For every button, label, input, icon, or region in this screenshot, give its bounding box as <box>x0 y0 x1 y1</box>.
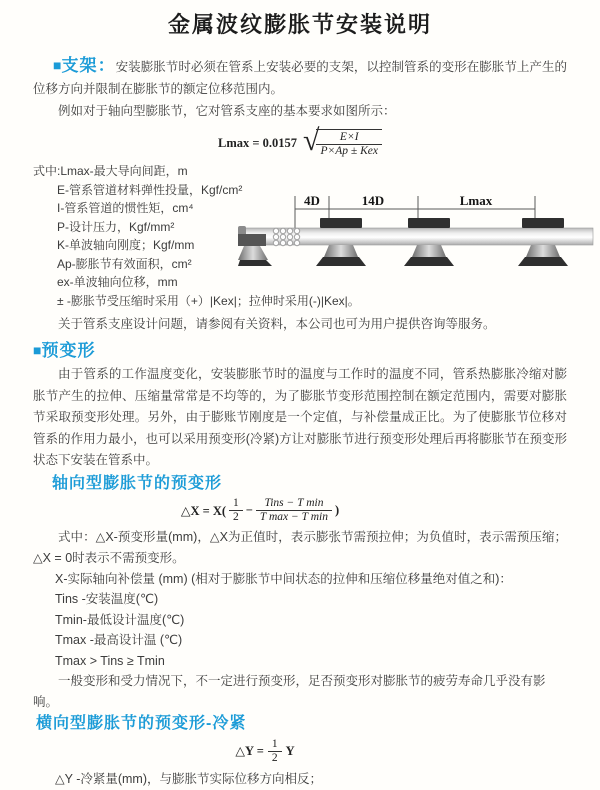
symbol-definitions-block <box>33 162 567 310</box>
definition-line: ex-单波轴向位移，mm <box>57 275 178 289</box>
formula-rhs: ) <box>334 503 340 517</box>
sqrt-radical-icon: √ <box>303 124 320 157</box>
diagram-dimension-label: 4D <box>304 193 320 208</box>
page-content <box>0 54 600 790</box>
axial-preform-formula <box>33 495 487 527</box>
section-bullet-icon: ■ <box>33 342 42 358</box>
axial-preform-heading: 轴向型膨胀节的预变形 <box>52 474 223 492</box>
definition-line: Tins -安装温度(℃) <box>55 592 159 606</box>
preform-paragraph: 由于管系的工作温度变化，安装膨胀节时的温度与工作时的温度不同，管系热膨胀冷缩对膨胀节产生的拉伸、压缩量常常是不均等的，为了膨胀节变形范围控制在额定范围内，需要对膨胀节采取预变形处理。另外，由于膨账节刚度是一个定值，与补偿量成正比。为了使膨胀节位移对管系的作用力最小，也可以采用预变形(冷紧)方让对膨胀节进行预变形处理后再将膨胀节在预变形状态下安装在管系中。 <box>33 367 567 467</box>
fraction-denominator: 2 <box>271 751 278 764</box>
guide-spacing-formula <box>33 126 567 160</box>
support-consulting-note: 关于管系支座设计问题，请参阅有关资料，本公司也可为用户提供咨询等服务。 <box>58 317 496 331</box>
definition-line: X-实际轴向补偿量 (mm) (相对于膨胀节中间状态的拉伸和压缩位移量绝对值之和)： <box>55 571 512 586</box>
definition-line: Tmin-最低设计温度(℃) <box>55 612 185 627</box>
lateral-formula-note: △Y -冷紧量(mm)，与膨胀节实际位移方向相反； <box>55 772 323 786</box>
pipe-support-figure <box>238 190 600 284</box>
minus-sign: − <box>245 503 253 517</box>
formula-rhs: Y <box>285 743 295 758</box>
fraction-numerator: 1 <box>268 738 282 752</box>
formula-fraction <box>316 129 382 158</box>
temperature-fraction <box>256 497 332 524</box>
support-section-heading: 支架： <box>61 56 116 75</box>
definition-line: E-管系管道材料弹性投量，Kgf/cm² <box>57 182 243 197</box>
preform-section-header <box>33 341 567 361</box>
fraction-numerator: E×I <box>316 131 382 145</box>
definition-line: ± -膨胀节受压缩时采用（+）|Kex|；拉伸时采用(-)|Kex|。 <box>57 293 360 308</box>
support-intro-text: 安装膨胀节时必须在管系上安装必要的支架，以控制管系的变形在膨胀节上产生的位移方向并限制在膨胀节的额定位移范围内。 <box>33 60 567 96</box>
section-bullet-icon: ■ <box>53 57 62 73</box>
definition-line: 式中:Lmax-最大导向间距，m <box>33 164 188 178</box>
axial-definitions-block <box>33 569 567 713</box>
definition-line: K-单波轴向刚度；Kgf/mm <box>57 238 195 252</box>
formula-lhs: Lmax = 0.0157 <box>218 135 298 150</box>
preform-section-heading: 预变形 <box>41 341 96 360</box>
half-fraction <box>229 497 243 524</box>
page-title: 金属波纹膨胀节安装说明 <box>167 12 432 37</box>
definition-line: Tmax > Tins ≥ Tmin <box>55 653 165 668</box>
support-example-line: 例如对于轴向型膨胀节，它对管系支座的基本要求如图所示： <box>58 104 396 118</box>
lateral-preform-heading: 横向型膨胀节的预变形-冷紧 <box>36 715 247 732</box>
fraction-denominator: T max − T min <box>259 511 328 523</box>
formula-lhs: △Y = <box>235 744 264 758</box>
half-fraction <box>268 738 282 765</box>
axial-formula-note: 式中：△X-预变形量(mm)，△X为正值时，表示膨张节需预拉伸；为负值时，表示需预压缩；△X = 0时表示不需预变形。 <box>33 529 567 565</box>
formula-lhs: △X = X( <box>180 503 227 518</box>
lateral-preform-formula <box>33 737 497 765</box>
pipe-diagram <box>238 190 600 284</box>
definition-line: I-管系管道的惯性矩，cm⁴ <box>57 201 194 215</box>
definition-line: Tmax -最高设计温 (℃) <box>55 633 183 647</box>
support-section-lead <box>33 54 567 100</box>
definition-line: P-设计压力，Kgf/mm² <box>57 219 175 234</box>
definition-line: Ap-膨胀节有效面积，cm² <box>57 256 192 271</box>
fraction-denominator: 2 <box>233 511 239 523</box>
fraction-numerator: 1 <box>229 497 243 511</box>
diagram-dimension-label: 14D <box>361 193 385 208</box>
axial-general-note: 一般变形和受力情况下，不一定进行预变形，足否预变形对膨胀节的疲劳寿命几乎没有影响。 <box>33 674 546 709</box>
fraction-denominator: P×Ap ± Kex <box>320 144 378 157</box>
fraction-numerator: Tins − T min <box>256 497 332 511</box>
diagram-dimension-label: Lmax <box>459 193 493 208</box>
